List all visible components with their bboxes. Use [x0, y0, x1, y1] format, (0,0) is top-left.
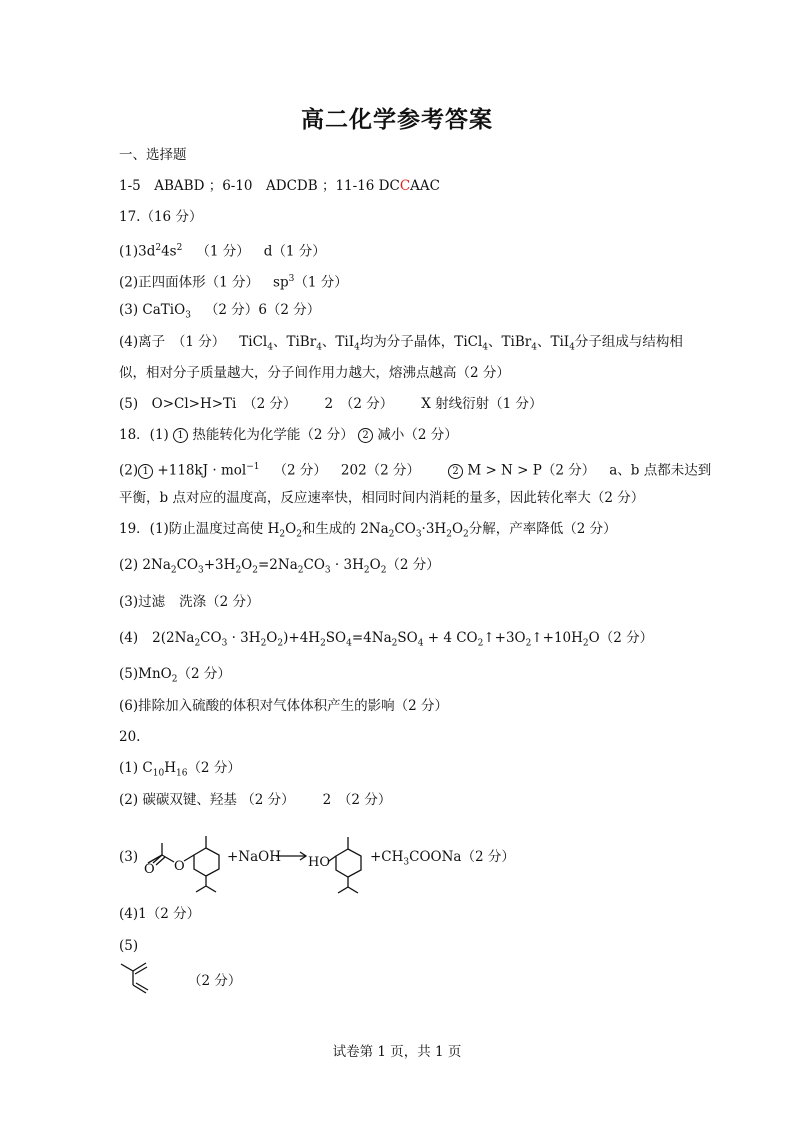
q20-part3-label: (3) [119, 849, 139, 865]
q19-part2: (2) $2Na_2CO_3+3H_2O_2=2Na_2CO_3 \cdot 3H_2O_2(2$ 分） [119, 557, 440, 576]
q19-part6: (6)排除加入硫酸的体积对气体体积产生的影响（2 分） [119, 698, 449, 714]
highlighted-answer: C [399, 178, 411, 194]
hydroxyl-label: HO [308, 855, 330, 870]
oxygen-label: O [144, 862, 155, 877]
q19-part4: (4) $2(2Na_2CO_3 \cdot 3H_2O_2)+4H_2SO_4=4Na_2SO_4 + 4$ $CO_2↑+3O_2↑+10H_2O(2$ 分） [119, 630, 654, 649]
q20-heading: 20. [119, 729, 141, 745]
q18-part1: 18．(1) 1 热能转化为化学能（2 分） 2 减小（2 分） [119, 427, 458, 443]
page-title: 高二化学参考答案 [301, 107, 493, 133]
circled-number: 2 [448, 464, 463, 479]
q17-heading: 17.（16 分） [119, 209, 203, 225]
circled-number: 1 [173, 428, 188, 443]
q20-part5-label: (5) [119, 938, 139, 954]
circled-number: 1 [138, 464, 153, 479]
q17-part1: $(1)3d^24s^2$ （1 分） d（1 分） [119, 243, 326, 260]
page-footer: 试卷第 1 页，共 1 页 [332, 1044, 462, 1060]
byproduct: $+CH_3COONa(2$ 分） [370, 849, 515, 868]
q20-part1: (1) $C_{10}H_{16}(2$ 分） [119, 760, 241, 779]
q17-part4-cont: 似，相对分子质量越大，分子间作用力越大，熔沸点越高（2 分） [119, 365, 510, 381]
mc-answers: 1-5 ABABD ；6-10 ADCDB ；11-16 DCCAAC [119, 178, 440, 194]
isoprene-structure [119, 960, 159, 1000]
reagent-naoh: +NaOH [227, 849, 282, 865]
q19-part3: (3)过滤 洗涤（2 分） [119, 594, 260, 610]
q17-part2: (2)正四面体形（1 分） $sp^3(1$ 分） [119, 274, 348, 291]
product-structure [308, 815, 373, 895]
q17-part3: (3) CaTiO$_3$ （2 分）6（2 分） [119, 302, 321, 321]
q18-part2-cont: 平衡，b 点对应的温度高，反应速率快，相同时间内消耗的量多，因此转化率大（2 分） [119, 490, 645, 506]
circled-number: 2 [358, 428, 373, 443]
reactant-structure [140, 815, 230, 895]
q20-part2: (2) 碳碳双键、羟基 （2 分） 2 （2 分） [119, 792, 392, 808]
section-heading: 一、选择题 [119, 147, 187, 163]
q19-part5: (5)MnO$_2$（2 分） [119, 666, 231, 685]
q17-part4: (4)离子 （1 分） TiCl$_4$、TiBr$_4$、TiI$_4$均为分子晶体，TiCl$_4$、TiBr$_4$、TiI$_4$分子组成与结构相 [119, 334, 683, 353]
oxygen-label: O [174, 859, 185, 874]
q20-part5-score: （2 分） [188, 973, 242, 989]
q17-part5: (5) O>Cl>H>Ti （2 分） 2 （2 分） X 射线衍射（1 分） [119, 396, 543, 412]
q20-part4: (4)1（2 分） [119, 906, 201, 922]
q19-part1: 19．(1)防止温度过高使 $H_2O_2$和生成的 $2Na_2CO_3\cdot 3H_2O_2$分解，产率降低（2 分） [119, 521, 617, 540]
q18-part2: (2) 1 +118kJ · mol$^{-1}$ （2 分） 202（2 分） 2 M > N > P（2 分） a、b 点都未达到 [119, 462, 712, 479]
reaction-arrow-icon [275, 849, 309, 861]
